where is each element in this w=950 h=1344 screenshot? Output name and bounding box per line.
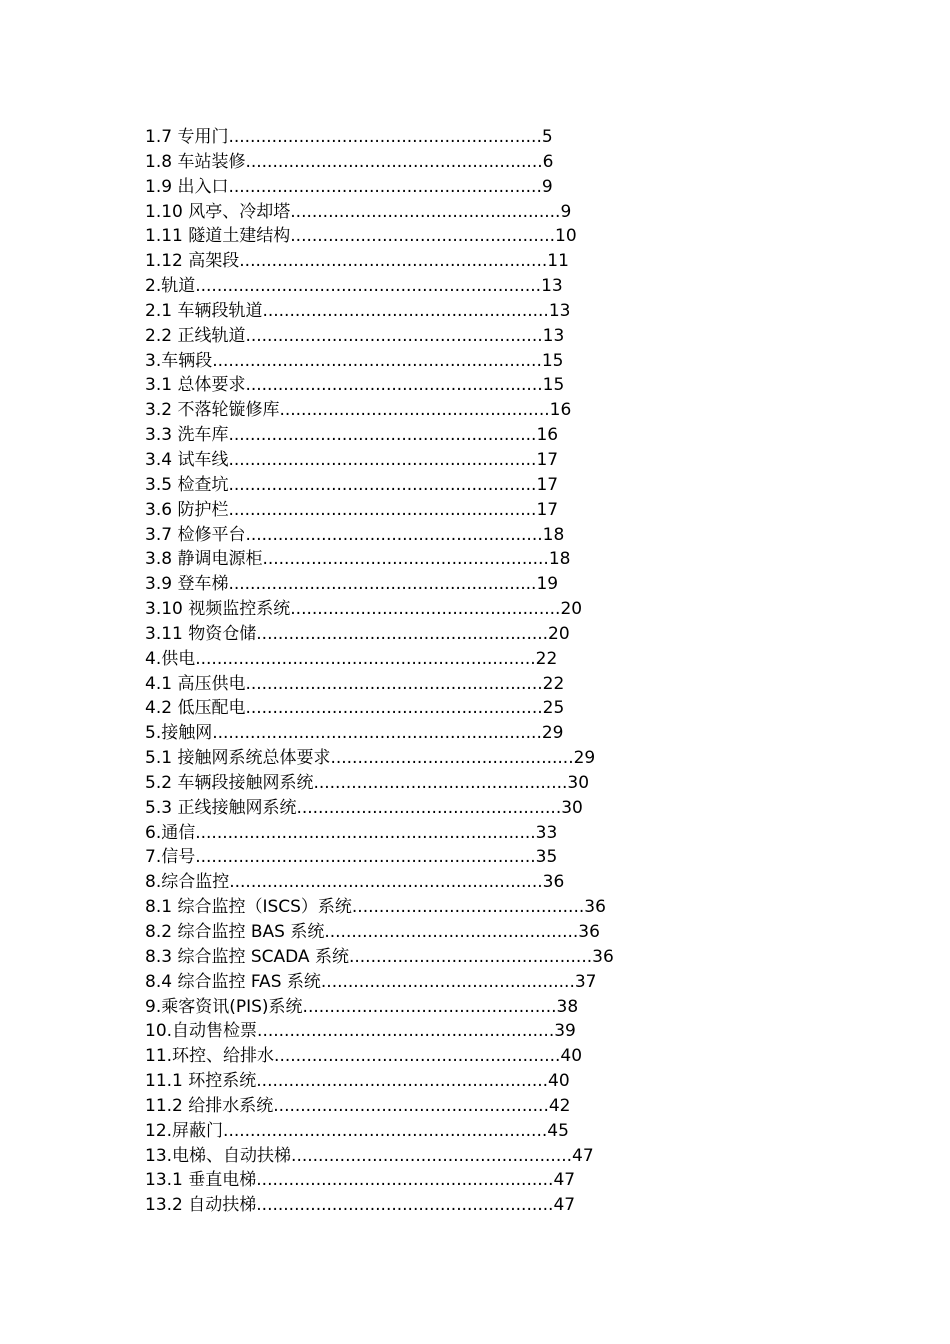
toc-entry: 3.车辆段.............................................................15 bbox=[145, 350, 564, 371]
toc-entry: 1.10 风亭、冷却塔..................................................9 bbox=[145, 201, 572, 222]
toc-entry: 3.11 物资仓储......................................................20 bbox=[145, 623, 570, 644]
toc-entry: 3.6 防护栏.........................................................17 bbox=[145, 499, 559, 520]
toc-entry: 8.2 综合监控 BAS 系统...............................................36 bbox=[145, 922, 600, 942]
toc-entry: 3.1 总体要求.......................................................15 bbox=[145, 375, 565, 396]
toc-entry: 8.3 综合监控 SCADA 系统.............................................36 bbox=[145, 946, 614, 967]
toc-entry: 8.综合监控..........................................................36 bbox=[145, 872, 565, 893]
toc-entry: 3.9 登车梯.........................................................19 bbox=[145, 574, 559, 595]
toc-entry: 4.供电...............................................................22 bbox=[145, 648, 558, 669]
toc-entry: 3.8 静调电源柜.....................................................18 bbox=[145, 549, 571, 570]
toc-entry: 5.1 接触网系统总体要求.............................................29 bbox=[145, 748, 596, 769]
toc-entry: 2.轨道................................................................13 bbox=[145, 276, 563, 297]
toc-entry: 11.环控、给排水.....................................................40 bbox=[145, 1046, 583, 1067]
toc-entry: 8.4 综合监控 FAS 系统...............................................37 bbox=[145, 971, 597, 992]
toc-entry: 1.7 专用门..........................................................5 bbox=[145, 127, 553, 147]
toc-entry: 7.信号...............................................................35 bbox=[145, 847, 558, 868]
toc-entry: 1.12 高架段.........................................................11 bbox=[145, 251, 569, 272]
toc-entry: 5.接触网.............................................................29 bbox=[145, 723, 564, 744]
toc-entry: 3.3 洗车库.........................................................16 bbox=[145, 425, 559, 446]
toc-entry: 6.通信...............................................................33 bbox=[145, 822, 558, 843]
toc-entry: 13.电梯、自动扶梯....................................................47 bbox=[145, 1145, 594, 1166]
toc-entry: 12.屏蔽门............................................................45 bbox=[145, 1120, 569, 1141]
toc-entry: 3.5 检查坑.........................................................17 bbox=[145, 474, 559, 495]
toc-entry: 1.11 隧道土建结构.................................................10 bbox=[145, 226, 577, 247]
toc-entry: 3.7 检修平台.......................................................18 bbox=[145, 524, 565, 545]
toc-entry: 11.1 环控系统......................................................40 bbox=[145, 1071, 570, 1092]
toc-entry: 2.1 车辆段轨道.....................................................13 bbox=[145, 300, 571, 321]
toc-entry: 13.2 自动扶梯.......................................................47 bbox=[145, 1195, 576, 1216]
toc-entry: 4.1 高压供电.......................................................22 bbox=[145, 673, 565, 694]
toc-entry: 9.乘客资讯(PIS)系统...............................................38 bbox=[145, 996, 579, 1017]
toc-entry: 2.2 正线轨道.......................................................13 bbox=[145, 325, 565, 346]
toc-entry: 8.1 综合监控（ISCS）系统...........................................36 bbox=[145, 897, 606, 918]
toc-entry: 5.3 正线接触网系统.................................................30 bbox=[145, 797, 583, 818]
table-of-contents bbox=[145, 125, 865, 1218]
toc-entry: 1.8 车站装修.......................................................6 bbox=[145, 151, 554, 172]
toc-entry: 3.2 不落轮镟修库..................................................16 bbox=[145, 400, 572, 421]
toc-entry: 5.2 车辆段接触网系统...............................................30 bbox=[145, 772, 590, 793]
toc-entry: 13.1 垂直电梯.......................................................47 bbox=[145, 1170, 576, 1191]
toc-entry: 3.4 试车线.........................................................17 bbox=[145, 449, 559, 470]
toc-entry: 1.9 出入口..........................................................9 bbox=[145, 176, 553, 197]
toc-entry: 11.2 给排水系统...................................................42 bbox=[145, 1095, 571, 1116]
toc-entry: 10.自动售检票.......................................................39 bbox=[145, 1021, 576, 1042]
toc-entry: 4.2 低压配电.......................................................25 bbox=[145, 698, 565, 719]
toc-entry: 3.10 视频监控系统..................................................20 bbox=[145, 599, 583, 620]
